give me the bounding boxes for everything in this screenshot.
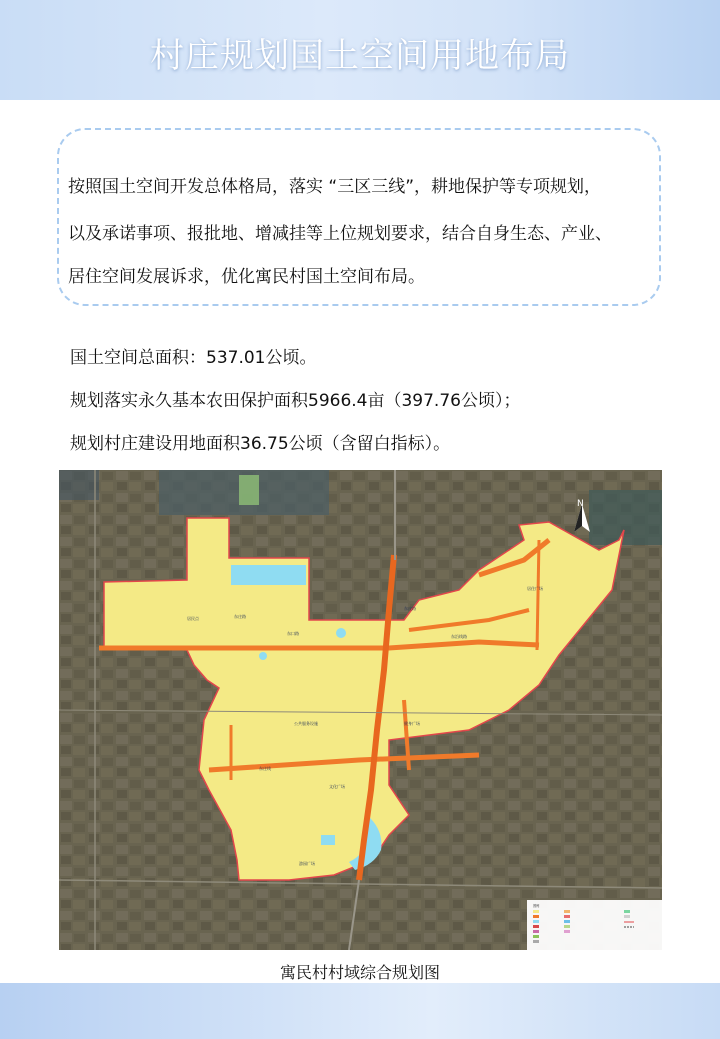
stat-construction-area: 规划村庄建设用地面积36.75公顷（含留白指标）。 [70, 434, 451, 454]
stat-farmland-area: 规划落实永久基本农田保护面积5966.4亩（397.76公顷）； [70, 391, 521, 411]
planning-map [59, 470, 662, 950]
svg-text:东口路: 东口路 [287, 631, 299, 636]
north-label: N [577, 499, 584, 509]
svg-text:健身广场: 健身广场 [404, 721, 420, 726]
map-caption: 寓民村村域综合规划图 [279, 963, 440, 982]
water-body [231, 565, 306, 585]
map-legend [527, 900, 662, 950]
svg-text:居住广场: 居住广场 [527, 586, 543, 591]
svg-text:东皮路: 东皮路 [404, 606, 416, 611]
svg-text:图例: 图例 [533, 904, 540, 908]
intro-line-2: 以及承诺事项、报批地、增减挂等上位规划要求，结合自身生态、产业、 [68, 224, 612, 244]
svg-text:居民点: 居民点 [187, 616, 199, 621]
svg-text:文化广场: 文化广场 [329, 784, 345, 789]
svg-text:东庄路: 东庄路 [234, 614, 246, 619]
planning-map-graphic [59, 470, 662, 950]
stat-total-area: 国土空间总面积：537.01公顷。 [70, 348, 317, 368]
intro-line-1: 按照国土空间开发总体格局，落实 “三区三线”，耕地保护等专项规划， [68, 177, 602, 197]
intro-line-3: 居住空间发展诉求，优化寓民村国土空间布局。 [68, 267, 425, 287]
svg-text:游园广场: 游园广场 [299, 861, 315, 866]
footer-banner [0, 983, 720, 1039]
svg-text:东沿线路: 东沿线路 [451, 634, 467, 639]
svg-text:公共服务设施: 公共服务设施 [294, 721, 318, 726]
page-title: 村庄规划国土空间用地布局 [150, 36, 570, 76]
svg-text:东庄线: 东庄线 [259, 766, 271, 771]
header-banner [0, 0, 720, 100]
